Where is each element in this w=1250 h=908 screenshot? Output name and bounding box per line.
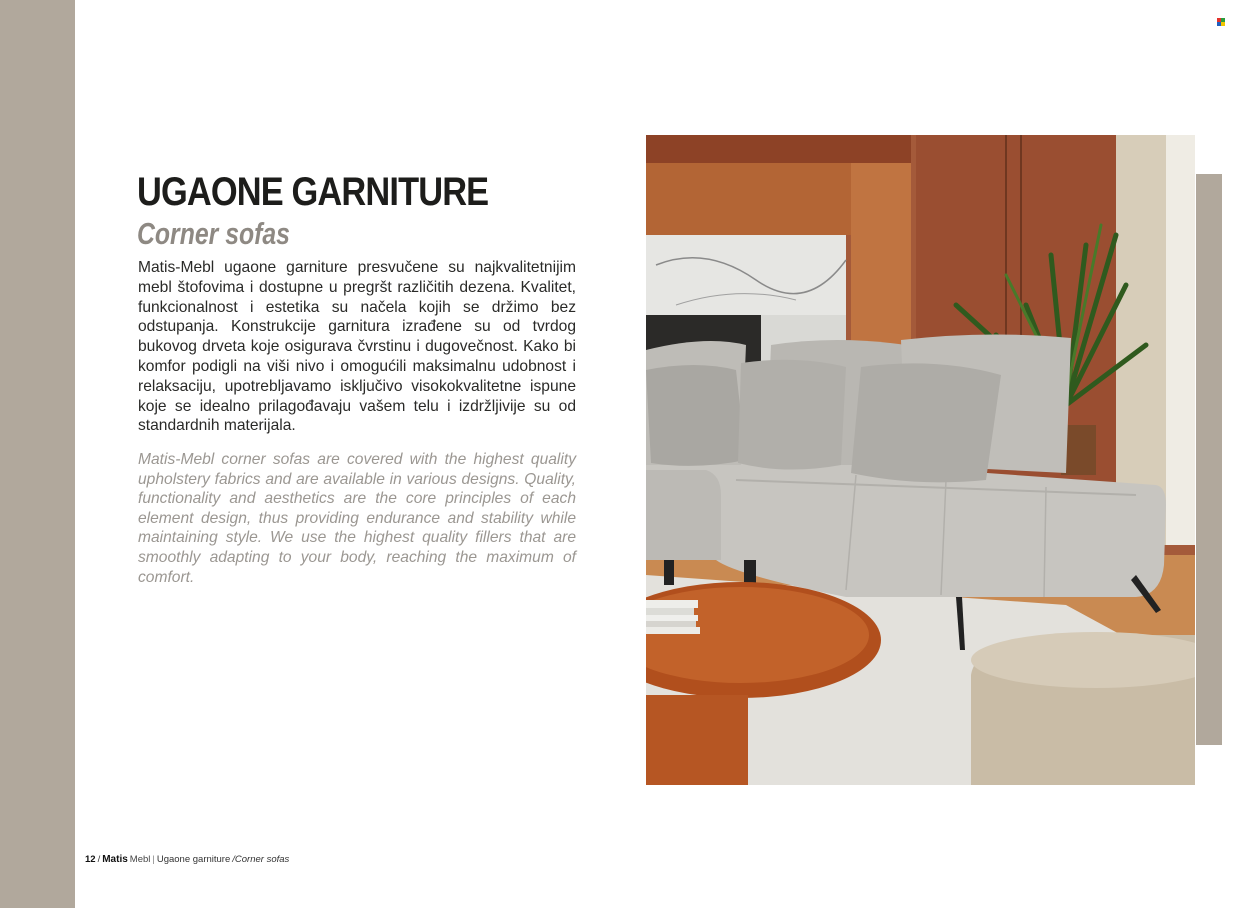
page-number: 12 bbox=[85, 854, 96, 865]
footer-brand-logo: Matis bbox=[102, 854, 128, 865]
page-subtitle: Corner sofas bbox=[137, 216, 290, 251]
footer-separator: / bbox=[97, 854, 101, 865]
description-serbian: Matis-Mebl ugaone garniture presvučene su najkvalitetnijim mebl štofovima i dostupne u pregršt različitih dezena. Kvalitet, funkcionalnost i estetika su načela kojih se držimo bez odstupanja. Konstrukcije garnitura izrađene su od tvrdog bukovog drveta koje osigurava čvrstinu i dugovečnost. Kako bi komfor podigli na viši nivo i omogućili maksimalnu udobnost i relaksaciju, upotrebljavamo isključivo visokokvalitetne ispune koje se idealno prilagođavaju vašem telu i izdržljivije su od standardnih materijala. bbox=[138, 259, 576, 435]
footer-brand-suffix: Mebl bbox=[129, 854, 151, 865]
footer-section-serbian: Ugaone garniture bbox=[156, 854, 231, 865]
sofa-photo bbox=[646, 135, 1195, 785]
color-registration-mark bbox=[1217, 18, 1225, 26]
right-accent-bar bbox=[1196, 174, 1222, 745]
description-english: Matis-Mebl corner sofas are covered with the highest quality upholstery fabrics and are available in various designs. Quality, functionality and aesthetics are the core principles of each element design, thus providing endurance and stability while maintaining style. We use the highest quality fillers that are smoothly adapting to your body, reaching the maximum of comfort. bbox=[138, 451, 576, 586]
left-accent-bar bbox=[0, 0, 75, 908]
page-title: UGAONE GARNITURE bbox=[137, 170, 489, 214]
page-footer: 12 / Matis Mebl | Ugaone garniture /Corner sofas bbox=[85, 854, 290, 865]
footer-section-english: /Corner sofas bbox=[232, 854, 290, 865]
